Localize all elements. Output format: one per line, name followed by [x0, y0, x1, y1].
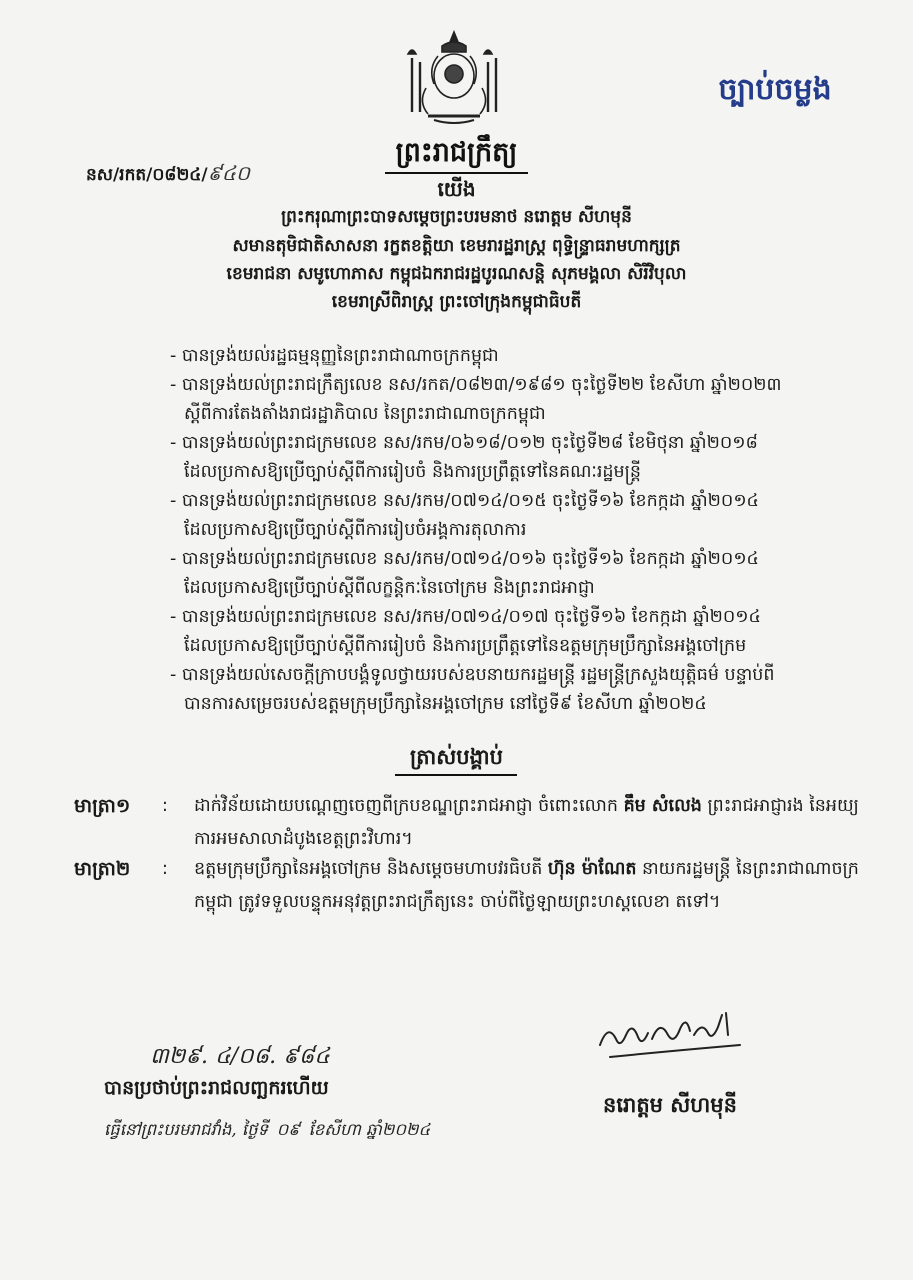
person-name: ហ៊ុន ម៉ាណែត — [547, 859, 637, 879]
article-2 — [74, 853, 864, 919]
article-text: ព្រះរាជអាជ្ញារង នៃអយ្យការអមសាលាដំបូងខេត្តព្រះវិហារ។ — [194, 796, 859, 849]
article-text: ឧត្តមក្រុមប្រឹក្សានៃអង្គចៅក្រម និងសម្តេចមហាបវរធិបតី — [194, 859, 548, 879]
preamble-item — [170, 429, 860, 487]
decree-reference-number — [86, 160, 250, 190]
royal-signature — [590, 1005, 760, 1065]
preamble-item — [170, 661, 860, 719]
preamble-line: - បានទ្រង់យល់ព្រះរាជក្រមលេខ នស/រកម/០៦១៨/០១២ ចុះថ្ងៃទី២៨ ខែមិថុនា ឆ្នាំ២០១៨ — [170, 433, 758, 453]
certified-copy-stamp: ច្បាប់ចម្លង — [718, 72, 832, 107]
article-label: មាត្រា១ — [74, 795, 131, 817]
preamble-item — [170, 487, 860, 545]
preamble-line: - បានទ្រង់យល់ព្រះរាជក្រឹត្យលេខ នស/រកត/០៨២៣/១៩៨១ ចុះថ្ងៃទី២២ ខែសីហា ឆ្នាំ២០២៣ — [170, 375, 782, 395]
article-1 — [74, 790, 864, 856]
command-heading: ត្រាស់បង្គាប់ — [410, 745, 503, 769]
preamble-item — [170, 603, 860, 661]
person-name: គឹម សំលេង — [623, 796, 702, 816]
preamble-continuation: ដែលប្រកាសឱ្យប្រើច្បាប់ស្តីពីការរៀបចំ និងការប្រព្រឹត្តទៅនៃគណៈរដ្ឋមន្ត្រី — [184, 462, 641, 482]
article-label: មាត្រា២ — [74, 858, 131, 880]
reference-printed: នស/រកត/០៨២៤/ — [86, 165, 208, 185]
we-heading: យើង — [437, 177, 476, 201]
article-body — [194, 853, 864, 919]
preamble-item — [170, 371, 860, 429]
preamble-line: - បានទ្រង់យល់ព្រះរាជក្រមលេខ នស/រកម/០៧១៤/០១៧ ចុះថ្ងៃទី១៦ ខែកក្កដា ឆ្នាំ២០១៤ — [170, 607, 761, 627]
title-underline — [385, 172, 528, 174]
preamble-continuation: ដែលប្រកាសឱ្យប្រើច្បាប់ស្តីពីលក្ខន្តិកៈនៃចៅក្រម និងព្រះរាជអាជ្ញា — [184, 578, 595, 598]
preamble-line: - បានទ្រង់យល់សេចក្តីក្រាបបង្គំទូលថ្វាយរបស់ឧបនាយករដ្ឋមន្ត្រី រដ្ឋមន្ត្រីក្រសួងយុត្តិធម៌ បន្ទាប់ពី — [170, 665, 775, 685]
preamble-item — [170, 545, 860, 603]
preamble-continuation: ដែលប្រកាសឱ្យប្រើច្បាប់ស្តីពីការរៀបចំ និងការប្រព្រឹត្តទៅនៃឧត្តមក្រុមប្រឹក្សានៃអង្គចៅក្រម — [184, 636, 747, 656]
registration-number: ៣២៩. ៤/០៨. ៩៨៤ — [150, 1044, 330, 1069]
date-line — [104, 1120, 430, 1144]
date-suffix: ខែសីហា ឆ្នាំ២០២៤ — [308, 1120, 431, 1139]
preamble-continuation: ស្តីពីការតែងតាំងរាជរដ្ឋាភិបាល នៃព្រះរាជាណាចក្រកម្ពុជា — [184, 404, 546, 424]
preamble-continuation: ដែលប្រកាសឱ្យប្រើច្បាប់ស្តីពីការរៀបចំអង្គការតុលាការ — [184, 520, 527, 540]
command-underline — [395, 774, 517, 776]
king-title-line: ព្រះករុណាព្រះបាទសម្តេចព្រះបរមនាថ នរោត្តម សីហមុនី — [281, 207, 632, 227]
article-colon: : — [162, 859, 168, 879]
date-prefix: ធ្វើនៅព្រះបរមរាជវាំង, ថ្ងៃទី — [104, 1120, 269, 1139]
king-title-line: សមានតុមិជាតិសាសនា រក្ខតខត្តិយា ខេមរារដ្ឋរាស្ត្រ ពុទ្ធិន្ទ្រាធរាមហាក្សត្រ — [232, 236, 681, 256]
signer-name: នរោត្តម សីហមុនី — [603, 1093, 737, 1117]
article-body — [194, 790, 864, 856]
article-text: នាយករដ្ឋមន្ត្រី នៃព្រះរាជាណាចក្រកម្ពុជា ត្រូវទទួលបន្ទុកអនុវត្តព្រះរាជក្រឹត្យនេះ ចាប់ពីថ្ងៃឡាយព្រះហស្តលេខា តទៅ។ — [194, 859, 859, 912]
reference-handwritten: ៩៤០ — [207, 161, 251, 185]
page-title: ព្រះរាជក្រឹត្យ — [395, 137, 518, 168]
preamble-line: - បានទ្រង់យល់ព្រះរាជក្រមលេខ នស/រកម/០៧១៤/០១៦ ចុះថ្ងៃទី១៦ ខែកក្កដា ឆ្នាំ២០១៤ — [170, 549, 759, 569]
royal-emblem-icon — [398, 28, 510, 128]
article-text: ដាក់វិន័យដោយបណ្តេញចេញពីក្របខណ្ឌព្រះរាជអាជ្ញា ចំពោះលោក — [194, 796, 624, 816]
preamble-continuation: បានការសម្រេចរបស់ឧត្តមក្រុមប្រឹក្សានៃអង្គចៅក្រម នៅថ្ងៃទី៩ ខែសីហា ឆ្នាំ២០២៤ — [184, 694, 707, 714]
article-colon: : — [162, 796, 168, 816]
preamble-line: - បានទ្រង់យល់ព្រះរាជក្រមលេខ នស/រកម/០៧១៤/០១៥ ចុះថ្ងៃទី១៦ ខែកក្កដា ឆ្នាំ២០១៤ — [170, 491, 759, 511]
seal-note: បានប្រថាប់ព្រះរាជលញ្ឆករហើយ — [104, 1077, 329, 1099]
date-day: ០៩ — [276, 1120, 300, 1139]
preamble-line: - បានទ្រង់យល់រដ្ឋធម្មនុញ្ញនៃព្រះរាជាណាចក្រកម្ពុជា — [170, 346, 499, 366]
king-title-line: ខេមរាជនា សមូហោភាស កម្ពុជឯករាជរដ្ឋបូរណសន្តិ សុភមង្គលា សិរីវិបុលា — [226, 264, 687, 284]
preamble-list — [170, 342, 860, 719]
preamble-item — [170, 342, 860, 371]
king-title-line: ខេមរាស្រីពិរាស្ត្រ ព្រះចៅក្រុងកម្ពុជាធិបតី — [331, 292, 582, 312]
